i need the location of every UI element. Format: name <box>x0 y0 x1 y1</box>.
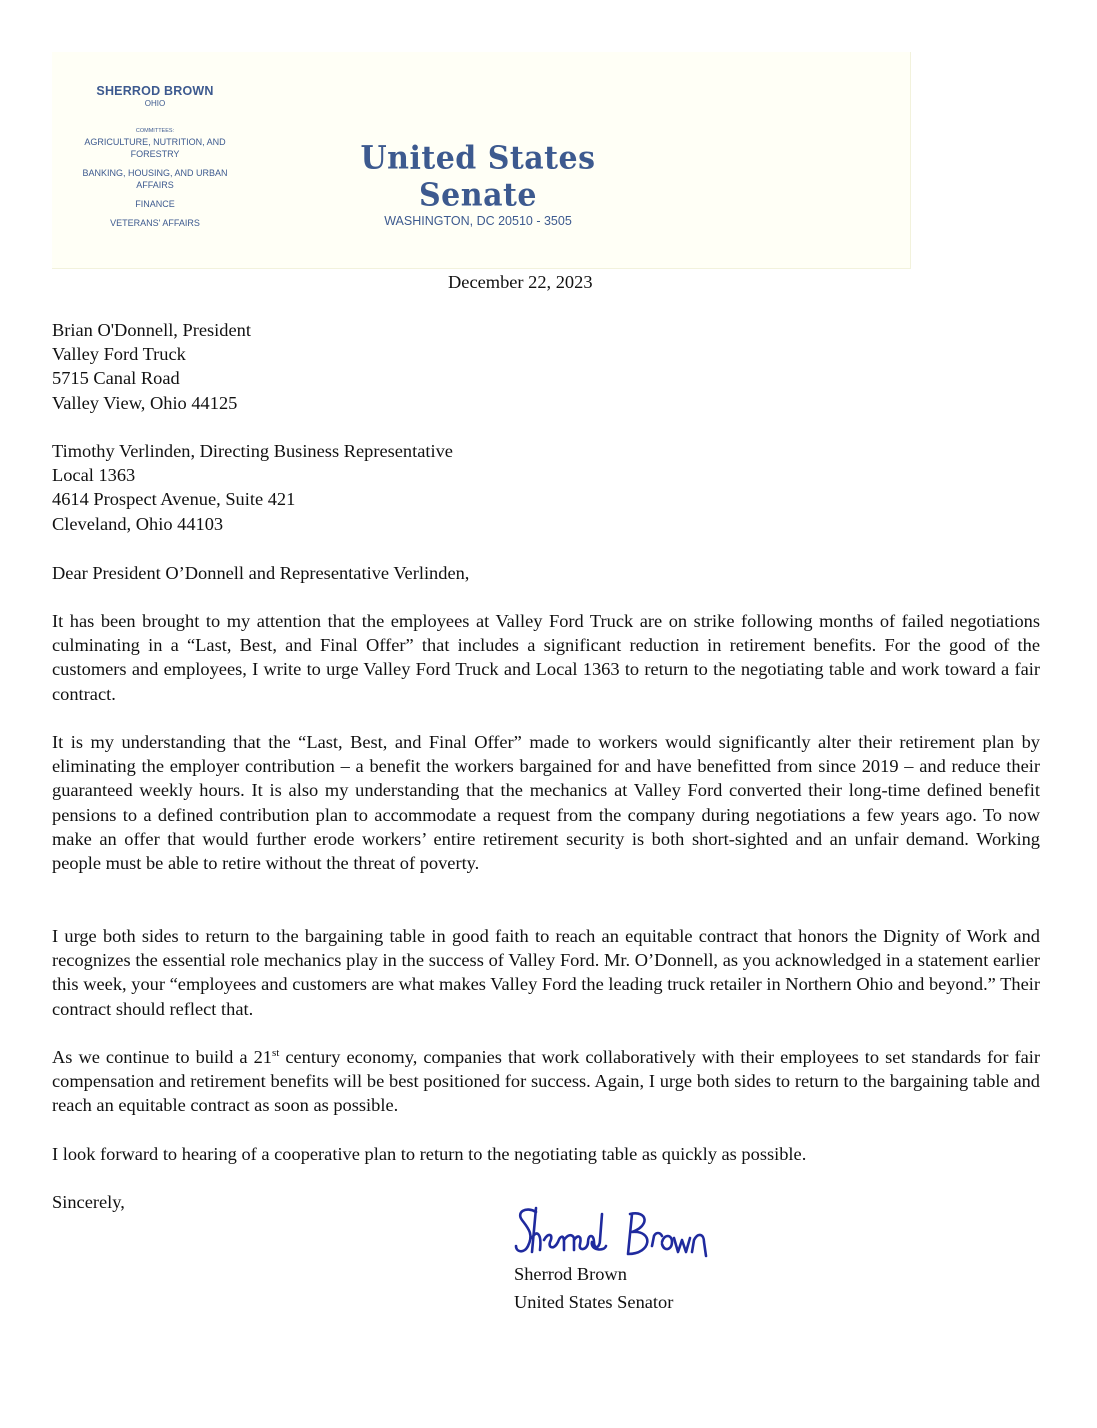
committee-item: FINANCE <box>135 199 175 209</box>
address-line: Valley View, Ohio 44125 <box>52 392 238 413</box>
body-paragraph <box>52 924 1040 1021</box>
handwritten-signature <box>514 1202 734 1266</box>
committees-label: COMMITTEES: <box>135 128 175 134</box>
paragraph-text <box>52 1045 1040 1118</box>
body-paragraph: I look forward to hearing of a cooperative plan to return to the negotiating table as quickly as possible. <box>52 1144 807 1164</box>
senate-address: WASHINGTON, DC 20510 - 3505 <box>384 214 572 228</box>
senate-header <box>332 142 624 228</box>
paragraph-text-rest: century economy, companies that work collaboratively with their employees to set standards for fair compensation and retirement benefits will be best positioned for success. Again, I urge both sides to return to the bargaining table and reach an equitable contract as soon as possible. <box>52 1047 1040 1116</box>
senator-state: OHIO <box>144 99 166 108</box>
paragraph-text: It is my understanding that the “Last, Best, and Final Offer” made to workers would significantly alter their retirement plan by eliminating the employer contribution – a benefit the workers bargained for and have benefitted from since 2019 – and reduce their guaranteed weekly hours. It is also my understanding that the mechanics at Valley Ford converted their long-time defined benefit pensions to a defined contribution plan to accommodate a request from the company during negotiations a few years ago. To now make an offer that would further erode workers’ entire retirement security is both short-sighted and an unfair demand. Working people must be able to retire without the threat of poverty. <box>52 732 1040 874</box>
paragraph-text: I urge both sides to return to the bargaining table in good faith to reach an equitable contract that honors the Dignity of Work and recognizes the essential role mechanics play in the success of Valley Ford. Mr. O’Donnell, as you acknowledged in a statement earlier this week, your “employees and customers are what makes Valley Ford the leading truck retailer in Northern Ohio and beyond.” Their contract should reflect that. <box>52 926 1040 1019</box>
salutation: Dear President O’Donnell and Representative Verlinden, <box>52 563 470 583</box>
recipient-address-block <box>52 439 1040 536</box>
committee-item: BANKING, HOUSING, AND URBAN AFFAIRS <box>82 168 228 190</box>
address-line: Valley Ford Truck <box>52 344 186 365</box>
address-line: Brian O'Donnell, President <box>52 320 251 340</box>
paragraph-text: It has been brought to my attention that the employees at Valley Ford Truck are on strike following months of failed negotiations culminating in a “Last, Best, and Final Offer” that includes a significant reduction in retirement benefits. For the good of the customers and employees, I write to urge Valley Ford Truck and Local 1363 to return to the negotiating table and work toward a fair contract. <box>52 611 1040 704</box>
signer-name: Sherrod Brown <box>514 1264 627 1284</box>
address-line: Local 1363 <box>52 465 136 486</box>
closing: Sincerely, <box>52 1192 125 1212</box>
signer-title: United States Senator <box>514 1292 674 1313</box>
committee-item: VETERANS' AFFAIRS <box>110 218 200 228</box>
letter-date: December 22, 2023 <box>448 272 593 292</box>
body-paragraph <box>52 609 1040 706</box>
paragraph-text-start: As we continue to build a 21 <box>52 1047 272 1067</box>
address-line: Cleveland, Ohio 44103 <box>52 513 224 534</box>
address-line: 5715 Canal Road <box>52 368 180 389</box>
senator-name: SHERROD BROWN <box>96 84 214 98</box>
address-line: 4614 Prospect Avenue, Suite 421 <box>52 489 296 510</box>
letterhead <box>52 52 911 269</box>
senator-info-block <box>80 84 230 229</box>
committee-item: AGRICULTURE, NUTRITION, AND FORESTRY <box>84 137 226 159</box>
signature-block <box>514 1202 774 1314</box>
body-paragraph <box>52 1045 1040 1118</box>
address-line: Timothy Verlinden, Directing Business Representative <box>52 441 453 461</box>
recipient-address-block <box>52 318 1040 415</box>
body-paragraph <box>52 730 1040 875</box>
ordinal-superscript: st <box>271 1046 280 1059</box>
senate-title: United States Senate <box>360 140 596 214</box>
